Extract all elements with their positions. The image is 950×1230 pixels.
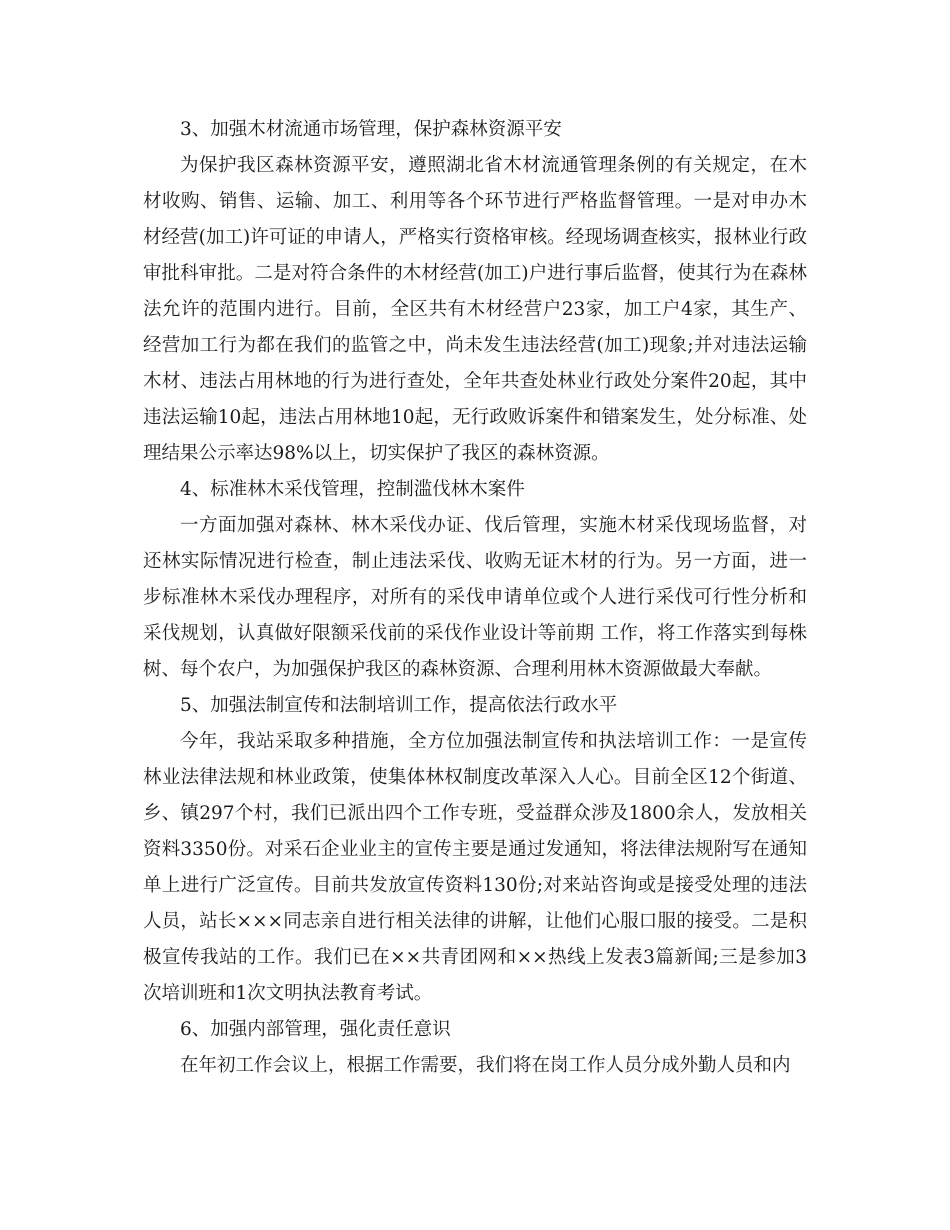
section-5	[143, 688, 807, 1012]
section-paragraph: 为保护我区森林资源平安，遵照湖北省木材流通管理条例的有关规定，在木材收购、销售、运输、加工、利用等各个环节进行严格监督管理。一是对申办木材经营(加工)许可证的申请人，严格实行资格审核。经现场调查核实，报林业行政审批科审批。二是对符合条件的木材经营(加工)户进行事后监督，使其行为在森林法允许的范围内进行。目前，全区共有木材经营户23家，加工户4家，其生产、经营加工行为都在我们的监管之中，尚未发生违法经营(加工)现象;并对违法运输木材、违法占用林地的行为进行查处，全年共查处林业行政处分案件20起，其中违法运输10起，违法占用林地10起，无行政败诉案件和错案发生，处分标准、处理结果公示率达98%以上，切实保护了我区的森林资源。	[143, 155, 807, 464]
section-paragraph: 今年，我站采取多种措施，全方位加强法制宣传和执法培训工作：一是宣传林业法律法规和林业政策，使集体林权制度改革深入人心。目前全区12个街道、乡、镇297个村，我们已派出四个工作专班，受益群众涉及1800余人，发放相关资料3350份。对采石企业业主的宣传主要是通过发通知，将法律法规附写在通知单上进行广泛宣传。目前共发放宣传资料130份;对来站咨询或是接受处理的违法人员，站长×××同志亲自进行相关法律的讲解，让他们心服口服的接受。二是积极宣传我站的工作。我们已在××共青团网和××热线上发表3篇新闻;三是参加3次培训班和1次文明执法教育考试。	[143, 731, 807, 1004]
section-heading: 3、加强木材流通市场管理，保护森林资源平安	[180, 119, 562, 140]
section-3	[143, 112, 807, 472]
document-page	[143, 112, 807, 1084]
section-paragraph: 在年初工作会议上，根据工作需要，我们将在岗工作人员分成外勤人员和内	[180, 1055, 791, 1076]
section-heading: 5、加强法制宣传和法制培训工作，提高依法行政水平	[180, 695, 618, 716]
section-6	[143, 1012, 807, 1084]
section-heading: 6、加强内部管理，强化责任意识	[180, 1019, 451, 1040]
section-paragraph: 一方面加强对森林、林木采伐办证、伐后管理，实施木材采伐现场监督，对还林实际情况进行检查，制止违法采伐、收购无证木材的行为。另一方面，进一步标准林木采伐办理程序，对所有的采伐申请单位或个人进行采伐可行性分析和采伐规划，认真做好限额采伐前的采伐作业设计等前期 工作，将工作落实到每株树、每个农户，为加强保护我区的森林资源、合理利用林木资源做最大奉献。	[143, 515, 807, 680]
section-4	[143, 472, 807, 688]
section-heading: 4、标准林木采伐管理，控制滥伐林木案件	[180, 479, 525, 500]
